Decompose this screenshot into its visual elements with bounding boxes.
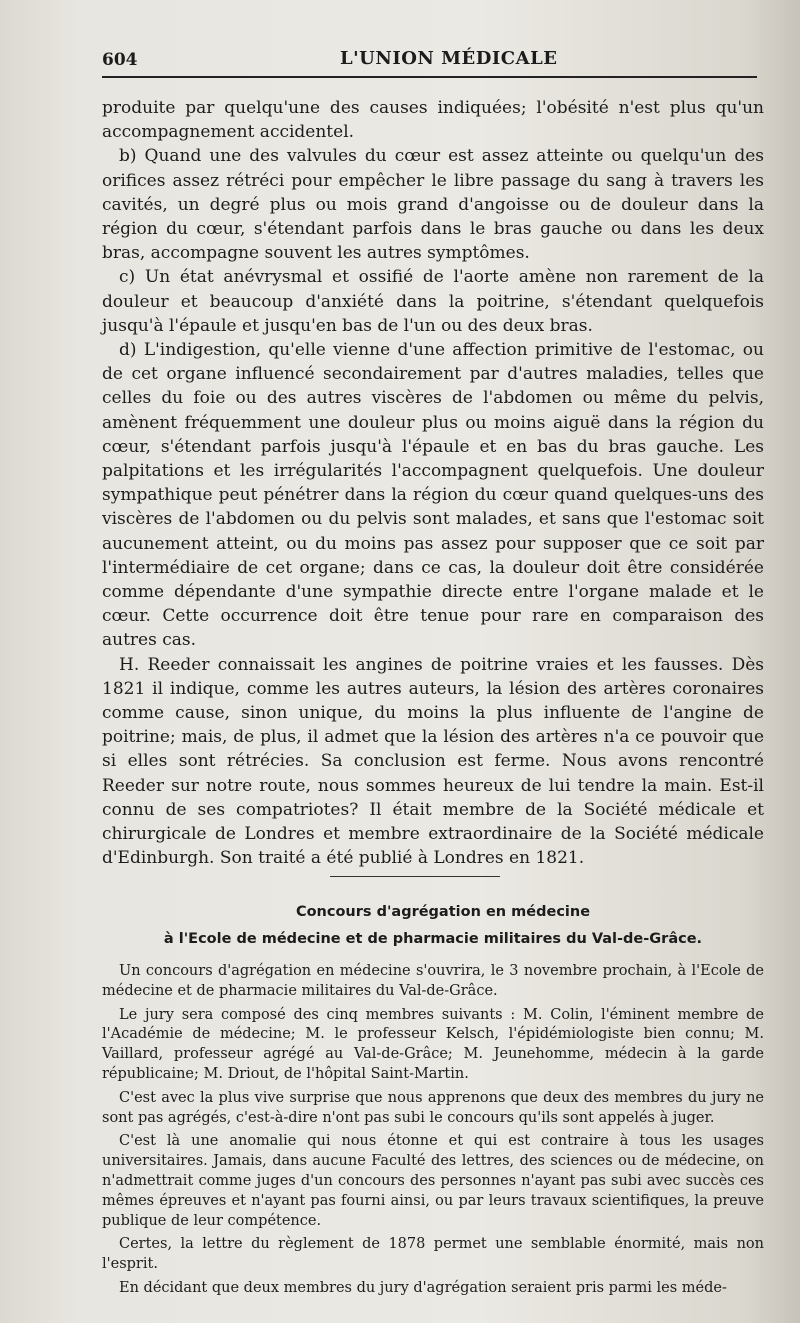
- page-number: 604: [102, 50, 138, 70]
- body-text: [102, 96, 764, 871]
- paragraph-b: b) Quand une des valvules du cœur est assez atteinte ou quelqu'un des orifices assez rétréci pour empêcher le libre passage du sang à travers les cavités, un degré plus ou mois grand d'angoisse ou de douleur dans la région du cœur, s'étendant parfois dans le bras gauche ou dans les deux bras, accompagne souvent les autres symptômes.: [102, 146, 764, 264]
- paragraph-c: c) Un état anévrysmal et ossifié de l'aorte amène non rarement de la douleur et beaucoup d'anxiété dans la poitrine, s'étendant quelquefois jusqu'à l'épaule et jusqu'en bas de l'un ou des deux bras.: [102, 267, 764, 336]
- article-text: [102, 962, 764, 1303]
- section-divider: [330, 876, 500, 877]
- article-paragraph: Le jury sera composé des cinq membres suivants : M. Colin, l'éminent membre de l'Académie de médecine; M. le professeur Kelsch, l'épidémiologiste bien connu; M. Vaillard, professeur agrégé au Val-de-Grâce; M. Jeunehomme, médecin à la garde républicaine; M. Driout, de l'hôpital Saint-Martin.: [102, 1006, 764, 1082]
- article-paragraph: C'est là une anomalie qui nous étonne et qui est contraire à tous les usages universitaires. Jamais, dans aucune Faculté des lettres, des sciences ou de médecine, on n'admettrait comme juges d'un concours des personnes n'ayant pas subi avec succès ces mêmes épreuves et n'ayant pas fourni ainsi, ou par leurs travaux scientifiques, la preuve publique de leur compétence.: [102, 1133, 764, 1229]
- article-paragraph: En décidant que deux membres du jury d'agrégation seraient pris parmi les méde-: [119, 1279, 727, 1296]
- article-paragraph: Certes, la lettre du règlement de 1878 permet une semblable énormité, mais non l'esprit.: [102, 1236, 764, 1273]
- article-paragraph: C'est avec la plus vive surprise que nous apprenons que deux des membres du jury ne sont pas agrégés, c'est-à-dire n'ont pas subi le concours qu'ils sont appelés à juger.: [102, 1089, 764, 1126]
- journal-title: L'UNION MÉDICALE: [340, 48, 558, 69]
- paragraph-continuation: produite par quelqu'une des causes indiquées; l'obésité n'est plus qu'un accompagnement accidentel.: [102, 98, 764, 143]
- section-subtitle: à l'Ecole de médecine et de pharmacie militaires du Val-de-Grâce.: [163, 931, 703, 947]
- paragraph-reeder: H. Reeder connaissait les angines de poitrine vraies et les fausses. Dès 1821 il indique, comme les autres auteurs, la lésion des artères coronaires comme cause, sinon unique, du moins la plus influente de l'angine de poitrine; mais, de plus, il admet que la lésion des artères n'a ce pouvoir que si elles sont rétrécies. Sa conclusion est ferme. Nous avons rencontré Reeder sur notre route, nous sommes heureux de lui tendre la main. Est-il connu de ses compatriotes? Il était membre de la Société médicale et chirurgicale de Londres et membre extraordinaire de la Société médicale d'Edinburgh. Son traité a été publié à Londres en 1821.: [102, 654, 764, 869]
- running-header: [102, 44, 757, 78]
- section-title: Concours d'agrégation en médecine: [295, 904, 591, 920]
- article-paragraph: Un concours d'agrégation en médecine s'ouvrira, le 3 novembre prochain, à l'Ecole de médecine et de pharmacie militaires du Val-de-Grâce.: [102, 963, 764, 999]
- paragraph-d: d) L'indigestion, qu'elle vienne d'une affection primitive de l'estomac, ou de cet organe influencé secondairement par d'autres maladies, telles que celles du foie ou des autres viscères de l'abdomen ou même du pelvis, amènent fréquemment une douleur plus ou moins aiguë dans la région du cœur, s'étendant parfois jusqu'à l'épaule et en bas du bras gauche. Les palpitations et les irrégularités l'accompagnent quelquefois. Une douleur sympathique peut pénétrer dans la région du cœur quand quelques-uns des viscères de l'abdomen ou du pelvis sont malades, et sans que l'estomac soit aucunement atteint, ou du moins pas assez pour supposer que ce soit par l'intermédiaire de cet organe; dans ce cas, la douleur doit être considérée comme dépendante d'une sympathie directe entre l'organe malade et le cœur. Cette occurrence doit être tenue pour rare en comparaison des autres cas.: [102, 340, 764, 651]
